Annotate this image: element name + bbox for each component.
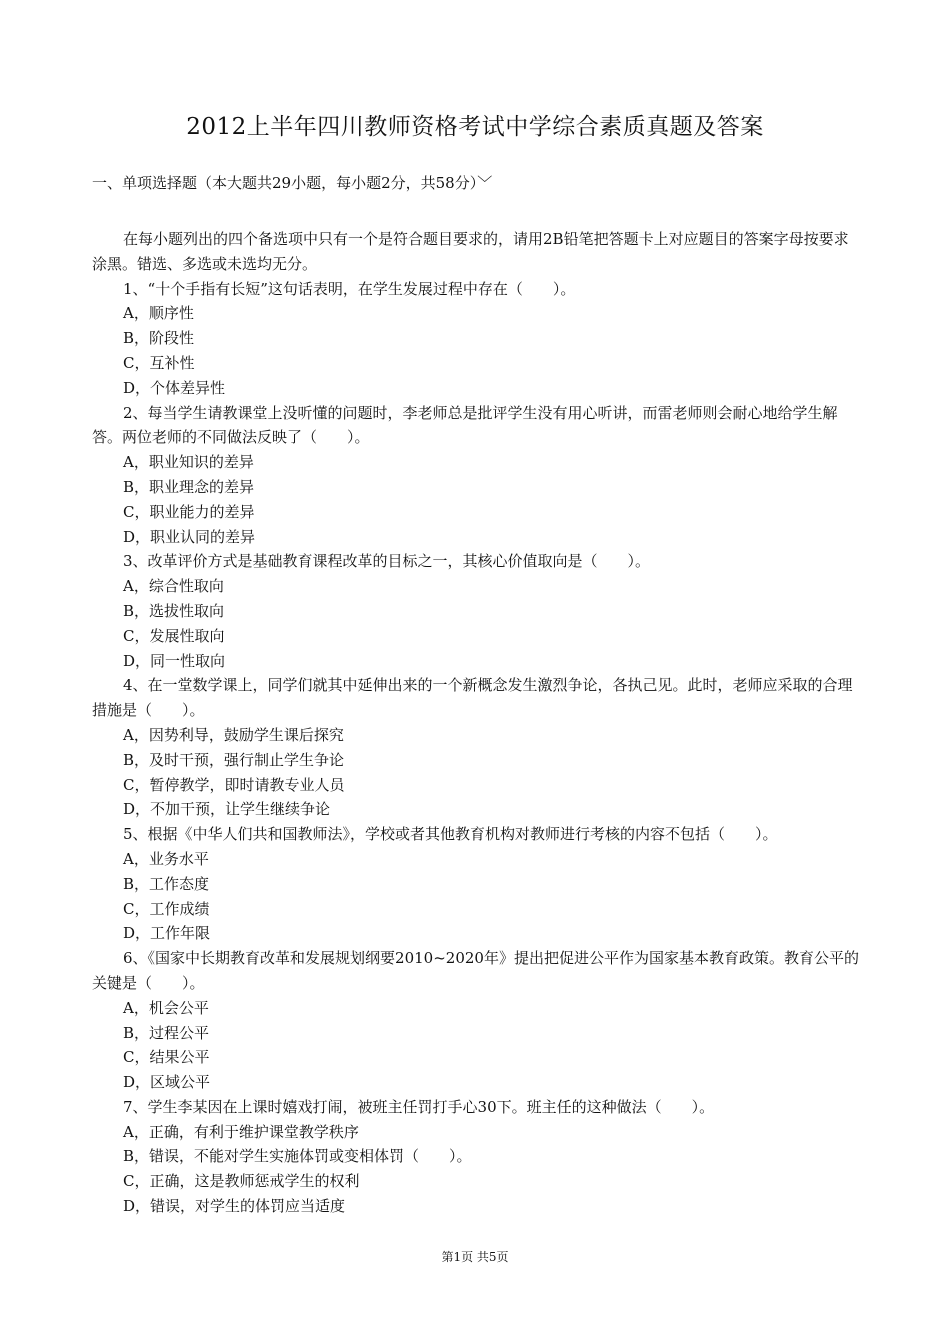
question-option: D，不加干预，让学生继续争论	[123, 800, 331, 819]
question-option: A，综合性取向	[123, 577, 224, 596]
question-block	[92, 1095, 862, 1219]
question-option: B，选拔性取向	[123, 601, 225, 620]
question-option: D，同一性取向	[123, 651, 226, 670]
question-option: D，错误，对学生的体罚应当适度	[123, 1197, 346, 1216]
question-block	[92, 277, 862, 401]
question-option: C，发展性取向	[123, 626, 225, 645]
question-option: D，个体差异性	[123, 378, 226, 397]
question-option: D，职业认同的差异	[123, 527, 256, 546]
question-block	[92, 401, 862, 550]
question-stem: 3、改革评价方式是基础教育课程改革的目标之一，其核心价值取向是（ ）。	[123, 552, 651, 571]
question-option: B，错误，不能对学生实施体罚或变相体罚（ ）。	[123, 1147, 472, 1166]
question-stem: 7、学生李某因在上课时嬉戏打闹，被班主任罚打手心30下。班主任的这种做法（ ）。	[123, 1097, 715, 1116]
question-option: C，正确，这是教师惩戒学生的权利	[123, 1172, 360, 1191]
question-option: B，职业理念的差异	[123, 477, 255, 496]
question-stem: 4、在一堂数学课上，同学们就其中延伸出来的一个新概念发生激烈争论，各执己见。此时，老师应采取的合理措施是（ ）。	[92, 676, 853, 720]
question-stem: 2、每当学生请教课堂上没听懂的问题时，李老师总是批评学生没有用心听讲，而雷老师则会耐心地给学生解答。两位老师的不同做法反映了（ ）。	[92, 403, 838, 447]
question-option: A，正确，有利于维护课堂教学秩序	[123, 1122, 359, 1141]
question-option: A，顺序性	[123, 304, 194, 323]
page-title: 2012上半年四川教师资格考试中学综合素质真题及答案	[186, 114, 764, 140]
question-option: B，阶段性	[123, 329, 195, 348]
instructions: 在每小题列出的四个备选项中只有一个是符合题目要求的，请用2B铅笔把答题卡上对应题目的答案字母按要求涂黑。错选、多选或未选均无分。	[92, 230, 849, 273]
question-option: B，过程公平	[123, 1023, 210, 1042]
question-stem: 6、《国家中长期教育改革和发展规划纲要2010~2020年》提出把促进公平作为国家基本教育政策。教育公平的关键是（ ）。	[92, 949, 859, 992]
question-option: D，工作年限	[123, 924, 211, 943]
question-option: B，及时干预，强行制止学生争论	[123, 750, 345, 769]
question-option: C，工作成绩	[123, 899, 210, 918]
section-heading: 一、单项选择题（本大题共29小题，每小题2分，共58分）﹀	[92, 174, 493, 192]
question-option: A，职业知识的差异	[123, 453, 254, 472]
question-option: C，职业能力的差异	[123, 502, 255, 521]
question-option: C，互补性	[123, 353, 195, 372]
question-block	[92, 822, 862, 946]
question-option: A，业务水平	[123, 849, 209, 868]
question-option: A，因势利导，鼓励学生课后探究	[123, 725, 344, 744]
question-stem: 5、根据《中华人们共和国教师法》，学校或者其他教育机构对教师进行考核的内容不包括（ ）。	[123, 825, 778, 844]
question-stem: 1、“十个手指有长短”这句话表明，在学生发展过程中存在（ ）。	[123, 279, 576, 298]
page-footer: 第1页 共5页	[441, 1250, 509, 1264]
question-option: C，结果公平	[123, 1048, 210, 1067]
question-block	[92, 946, 862, 1095]
question-block	[92, 549, 862, 673]
question-option: A，机会公平	[123, 998, 209, 1017]
document-body	[92, 227, 862, 1219]
question-option: C，暂停教学，即时请教专业人员	[123, 775, 345, 794]
question-block	[92, 673, 862, 822]
question-option: B，工作态度	[123, 874, 210, 893]
question-option: D，区域公平	[123, 1073, 211, 1092]
